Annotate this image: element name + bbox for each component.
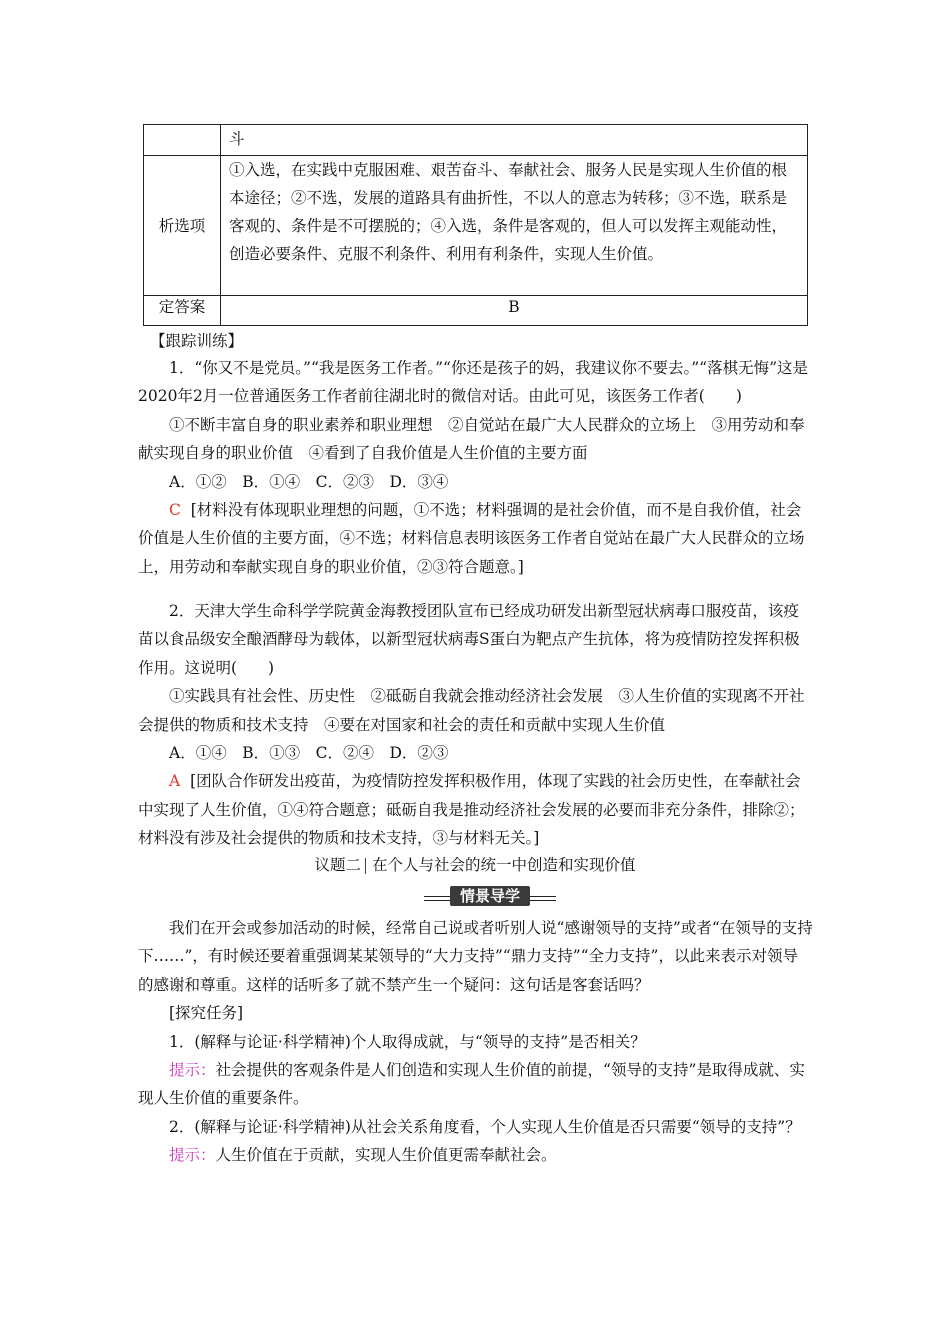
table-label-cell (144, 125, 221, 156)
table-continuation-cell: 斗 (221, 125, 808, 156)
question-1-options: A．①② B．①④ C．②③ D．③④ (169, 472, 449, 491)
task-heading: [探究任务] (169, 1004, 244, 1023)
task-1-question: 1．(解释与论证·科学精神)个人取得成就，与“领导的支持”是否相关？ (169, 1032, 646, 1051)
question-2-answer (138, 767, 813, 852)
topic-divider (365, 858, 366, 874)
question-2-options: A．①④ B．①③ C．②④ D．②③ (169, 744, 449, 763)
table-label-answer: 定答案 (144, 296, 221, 326)
hint-label: 提示： (169, 1146, 216, 1165)
question-2 (138, 597, 813, 853)
topic-title: 在个人与社会的统一中创造和实现价值 (372, 856, 636, 874)
hint-text: 人生价值在于贡献，实现人生价值更需奉献社会。 (215, 1146, 557, 1165)
question-1-answer (138, 496, 813, 581)
topic-number: 议题二 (314, 856, 361, 874)
answer-explanation: [团队合作研发出疫苗，为疫情防控发挥积极作用，体现了实践的社会历史性，在奉献社会中实现了人生价值，①④符合题意；砥砺自我是推动经济社会发展的必要而非充分条件，排除②；材料没有涉及社会提供的物质和技术支持，③与材料无关。] (138, 772, 805, 848)
section-heading: 【跟踪训练】 (150, 332, 244, 350)
task-2-question: 2．(解释与论证·科学精神)从社会关系角度看，个人实现人生价值是否只需要“领导的支持”？ (169, 1117, 801, 1136)
scenario-section (138, 914, 813, 1170)
table-answer-value: B (221, 296, 808, 326)
topic-heading (0, 851, 950, 879)
answer-letter: C (169, 501, 181, 520)
question-2-items: ①实践具有社会性、历史性 ②砥砺自我就会推动经济社会发展 ③人生价值的实现离不开社会提供的物质和技术支持 ④要在对国家和社会的责任和贡献中实现人生价值 (138, 687, 805, 734)
table-label-analysis: 析选项 (144, 156, 221, 296)
question-1 (138, 354, 813, 581)
scenario-text: 我们在开会或参加活动的时候，经常自己说或者听别人说“感谢领导的支持”或者“在领导的支持下……”，有时候还要着重强调某某领导的“大力支持”“鼎力支持”“全力支持”，以此来表示对领导的感谢和尊重。这样的话听多了就不禁产生一个疑问：这句话是客套话吗？ (138, 919, 813, 994)
analysis-table (143, 124, 808, 326)
question-1-items: ①不断丰富自身的职业素养和职业理想 ②自觉站在最广大人民群众的立场上 ③用劳动和奉献实现自身的职业价值 ④看到了自我价值是人生价值的主要方面 (138, 415, 805, 463)
table-row (144, 296, 808, 326)
table-analysis-text: ①入选，在实践中克服困难、艰苦奋斗、奉献社会、服务人民是实现人生价值的根本途径；②不选，发展的道路具有曲折性，不以人的意志为转移；③不选，联系是客观的、条件是不可摆脱的；④入选，条件是客观的，但人可以发挥主观能动性，创造必要条件、克服不利条件、利用有利条件，实现人生价值。 (221, 156, 808, 296)
banner-label: 情景导学 (450, 886, 530, 906)
hint-label: 提示： (169, 1061, 216, 1080)
scenario-banner (424, 886, 556, 908)
task-2-hint (138, 1141, 813, 1169)
answer-letter: A (169, 772, 181, 791)
answer-explanation: [材料没有体现职业理想的问题，①不选；材料强调的是社会价值，而不是自我价值，社会价值是人生价值的主要方面，④不选；材料信息表明该医务工作者自觉站在最广大人民群众的立场上，用劳动和奉献实现自身的职业价值，②③符合题意。] (138, 501, 805, 576)
question-1-stem: 1．“你又不是党员。”“我是医务工作者。”“你还是孩子的妈，我建议你不要去。”“落棋无悔”这是2020年2月一位普通医务工作者前往湖北时的微信对话。由此可见，该医务工作者( ) (138, 359, 809, 406)
task-1-hint (138, 1056, 813, 1113)
hint-text: 社会提供的客观条件是人们创造和实现人生价值的前提，“领导的支持”是取得成就、实现人生价值的重要条件。 (138, 1061, 805, 1108)
table-row (144, 156, 808, 296)
question-2-stem: 2．天津大学生命科学学院黄金海教授团队宣布已经成功研发出新型冠状病毒口服疫苗，该疫苗以食品级安全酿酒酵母为载体，以新型冠状病毒S蛋白为靶点产生抗体，将为疫情防控发挥积极作用。这说明( ) (138, 602, 800, 677)
table-row (144, 125, 808, 156)
